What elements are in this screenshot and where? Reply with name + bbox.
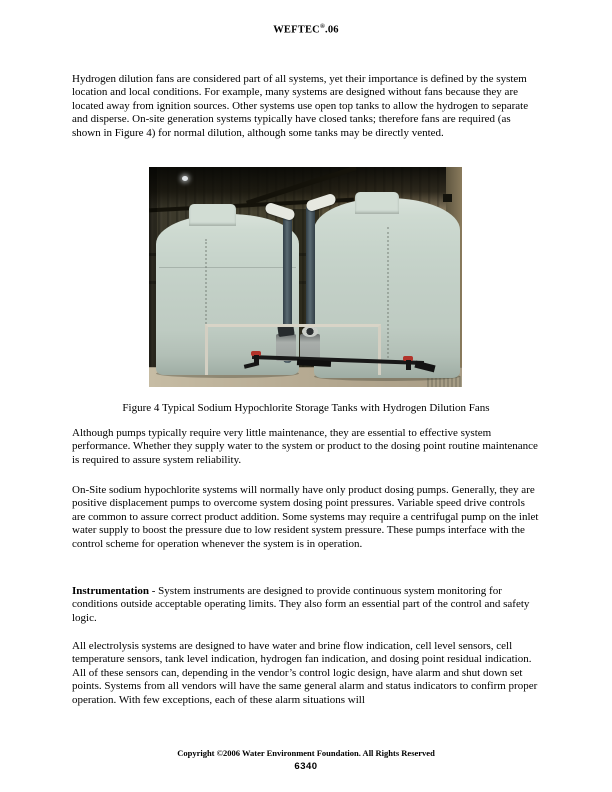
valve-body-right <box>406 360 411 370</box>
wall-junction-box <box>443 194 452 202</box>
registered-trademark-symbol: ® <box>319 23 326 30</box>
valve-body-left <box>254 355 259 364</box>
safety-railing <box>205 324 381 375</box>
paragraph-dosing-pumps: On-Site sodium hypochlorite systems will normally have only product dosing pumps. Generally, they are positive displacement pumps to overcome system dosing point pressures. Variable speed drive controls are common to assure correct product addition. Some systems may require a centrifugal pump on the inlet water supply to boost the pressure due to low resident system pressure. These pumps interface with the control scheme for operation whenever the system is in operation. <box>72 484 539 550</box>
header-edition: .06 <box>325 24 339 36</box>
tank-right-hatch <box>355 192 399 214</box>
page-header <box>72 23 540 36</box>
header-brand: WEFTEC <box>273 24 320 36</box>
paragraph-electrolysis-sensors: All electrolysis systems are designed to have water and brine flow indication, cell level sensors, cell temperature sensors, tank level indication, hydrogen fan indication, and dosing point residual indication. All of these sensors can, depending in the vendor’s control logic design, have alarm and shut down set points. Systems from all vendors will have the same general alarm and status indicators to confirm proper operation. With few exceptions, each of these alarm situations will <box>72 640 538 706</box>
ceiling-light <box>182 176 188 181</box>
paragraph-instrumentation <box>72 585 540 625</box>
figure-photo-storage-tanks <box>149 167 462 387</box>
instrumentation-lead-label: Instrumentation <box>72 585 150 597</box>
page-number: 6340 <box>294 761 318 772</box>
footer-copyright: Copyright ©2006 Water Environment Foundation. All Rights Reserved <box>177 748 435 758</box>
tank-right-rivet-seam <box>387 227 389 362</box>
instrumentation-body-text: - System instruments are designed to provide continuous system monitoring for conditions outside acceptable operating limits. They also form an essential part of the control and safety logic. <box>72 585 530 624</box>
paragraph-hydrogen-dilution-fans: Hydrogen dilution fans are considered part of all systems, yet their importance is defined by the system location and local conditions. For example, many systems are designed without fans because they are located away from ignition sources. Other systems use open top tanks to allow the hydrogen to separate and disperse. On-site generation systems typically have closed tanks; therefore fans are required (as shown in Figure 4) for normal dilution, although some tanks may be directly vented. <box>72 73 529 139</box>
figure-caption: Figure 4 Typical Sodium Hypochlorite Storage Tanks with Hydrogen Dilution Fans <box>122 402 490 414</box>
tank-left-weld-line <box>159 267 296 268</box>
paragraph-pumps-maintenance: Although pumps typically require very little maintenance, they are essential to effective system performance. Whether they supply water to the system or product to the dosing point routine maintenance is required to assure system reliability. <box>72 427 538 466</box>
tank-left-hatch <box>189 204 236 226</box>
